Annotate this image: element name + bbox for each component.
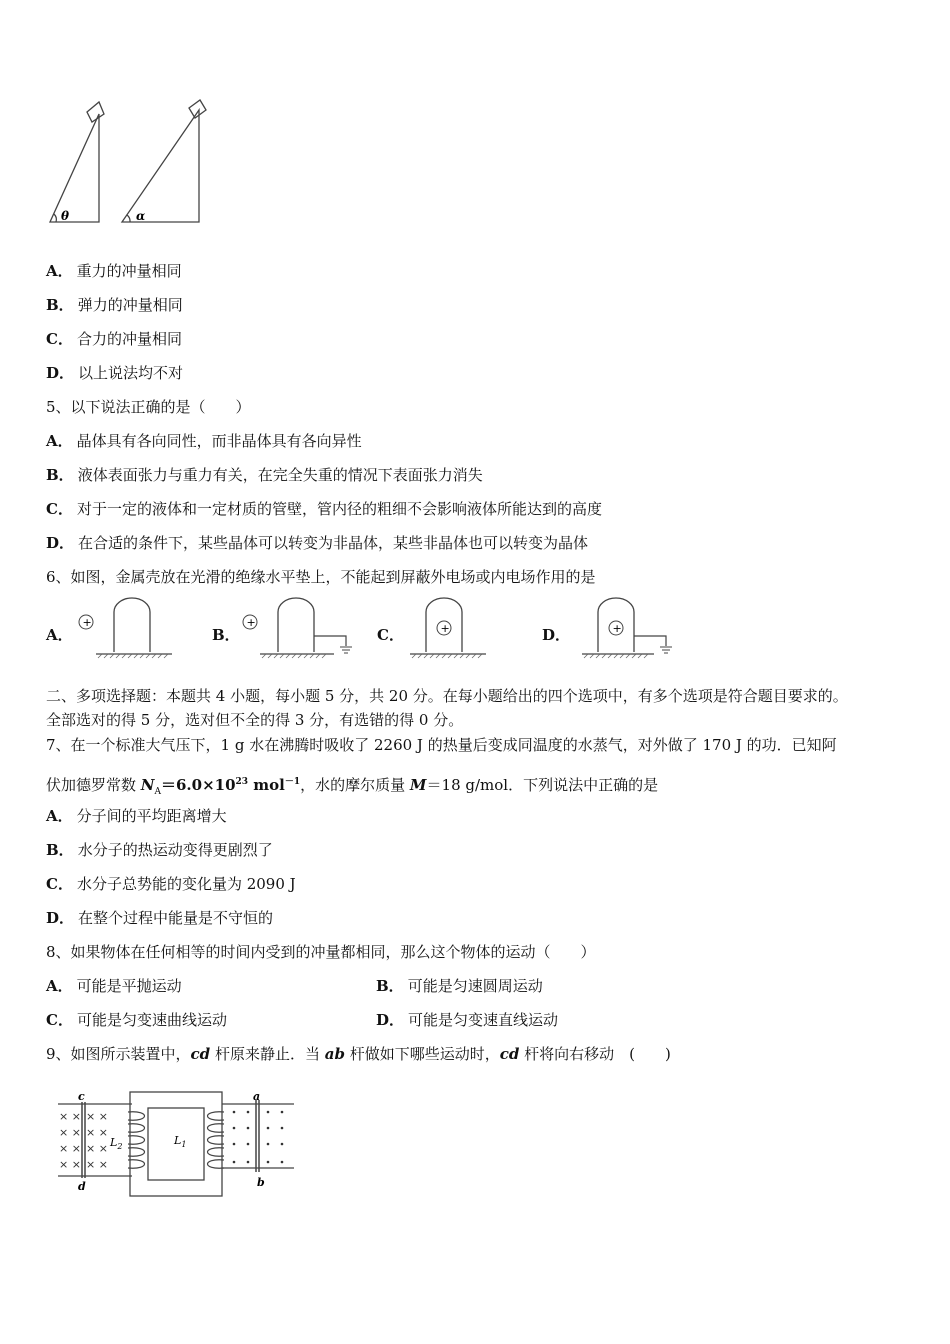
q7-stem-line1: 7、在一个标准大气压下，1 g 水在沸腾时吸收了 2260 J 的热量后变成同温度的水蒸气，对外做了 170 J 的功．已知阿 xyxy=(46,736,837,754)
q7-option-c: C． 水分子总势能的变化量为 2090 J xyxy=(46,875,296,893)
label-d: d xyxy=(78,1180,86,1193)
q7-option-d: D． 在整个过程中能量是不守恒的 xyxy=(46,909,274,927)
svg-text:× ×: × × xyxy=(86,1142,108,1155)
q6-stem: 6、如图，金属壳放在光滑的绝缘水平垫上，不能起到屏蔽外电场或内电场作用的是 xyxy=(46,568,596,586)
q8-option-c: C． 可能是匀变速曲线运动 xyxy=(46,1011,227,1029)
shield-figure-b xyxy=(236,594,356,660)
q8-option-b: B． 可能是匀速圆周运动 xyxy=(376,977,543,995)
q9-stem: 9、如图所示装置中，cd 杆原来静止．当 ab 杆做如下哪些运动时，cd 杆将向右移动 ( ) xyxy=(46,1045,671,1063)
q6-label-a: A． xyxy=(46,626,73,644)
section2-line1: 二、多项选择题：本题共 4 小题，每小题 5 分，共 20 分。在每小题给出的四个选项中，有多个选项是符合题目要求的。 xyxy=(46,687,848,705)
svg-text:× ×: × × xyxy=(59,1142,81,1155)
svg-text:× ×: × × xyxy=(59,1126,81,1139)
q5-option-b: B． 液体表面张力与重力有关，在完全失重的情况下表面张力消失 xyxy=(46,466,483,484)
svg-text:× ×: × × xyxy=(59,1158,81,1171)
transformer-figure xyxy=(54,1090,298,1200)
q6-label-b: B． xyxy=(212,626,240,644)
q6-label-c: C． xyxy=(377,626,404,644)
angle-theta: θ xyxy=(61,209,70,223)
svg-text:× ×: × × xyxy=(86,1158,108,1171)
q7-option-b: B． 水分子的热运动变得更剧烈了 xyxy=(46,841,273,859)
q7-option-a: A． 分子间的平均距离增大 xyxy=(46,807,227,825)
svg-text:× ×: × × xyxy=(59,1110,81,1123)
svg-text:× ×: × × xyxy=(86,1110,108,1123)
svg-text:+: + xyxy=(612,622,622,635)
q4-option-d: D． 以上说法均不对 xyxy=(46,364,184,382)
shield-figure-d xyxy=(578,594,678,660)
q5-stem: 5、以下说法正确的是（ ） xyxy=(46,398,251,416)
q7-stem-line2: 伏加德罗常数 $N_A=6.0\times 10^{23}$ mol$^{-1}$，水的摩尔质量 M＝18 g/mol．下列说法中正确的是 xyxy=(46,776,659,797)
label-b: b xyxy=(257,1176,265,1189)
q4-option-a: A． 重力的冲量相同 xyxy=(46,262,182,280)
label-l1: $L_1$ xyxy=(174,1134,187,1149)
angle-alpha: α xyxy=(136,209,146,223)
label-c: c xyxy=(78,1090,85,1103)
q8-stem: 8、如果物体在任何相等的时间内受到的冲量都相同，那么这个物体的运动（ ） xyxy=(46,943,596,961)
q5-option-c: C． 对于一定的液体和一定材质的管壁，管内径的粗细不会影响液体所能达到的高度 xyxy=(46,500,602,518)
q5-option-a: A． 晶体具有各向同性，而非晶体具有各向异性 xyxy=(46,432,362,450)
section2-line2: 全部选对的得 5 分，选对但不全的得 3 分，有选错的得 0 分。 xyxy=(46,711,464,729)
q8-option-d: D． 可能是匀变速直线运动 xyxy=(376,1011,559,1029)
label-l2: $L_2$ xyxy=(110,1136,123,1151)
label-a: a xyxy=(253,1090,261,1103)
incline-figure xyxy=(44,96,208,228)
svg-text:+: + xyxy=(440,622,450,635)
svg-text:+: + xyxy=(246,616,256,629)
q4-option-b: B． 弹力的冲量相同 xyxy=(46,296,183,314)
q6-label-d: D． xyxy=(542,626,571,644)
svg-text:+: + xyxy=(82,616,92,629)
q4-option-c: C． 合力的冲量相同 xyxy=(46,330,182,348)
svg-text:× ×: × × xyxy=(86,1126,108,1139)
q8-option-a: A． 可能是平抛运动 xyxy=(46,977,182,995)
shield-figure-a xyxy=(72,594,172,660)
shield-figure-c xyxy=(404,594,494,660)
q5-option-d: D． 在合适的条件下，某些晶体可以转变为非晶体，某些非晶体也可以转变为晶体 xyxy=(46,534,589,552)
